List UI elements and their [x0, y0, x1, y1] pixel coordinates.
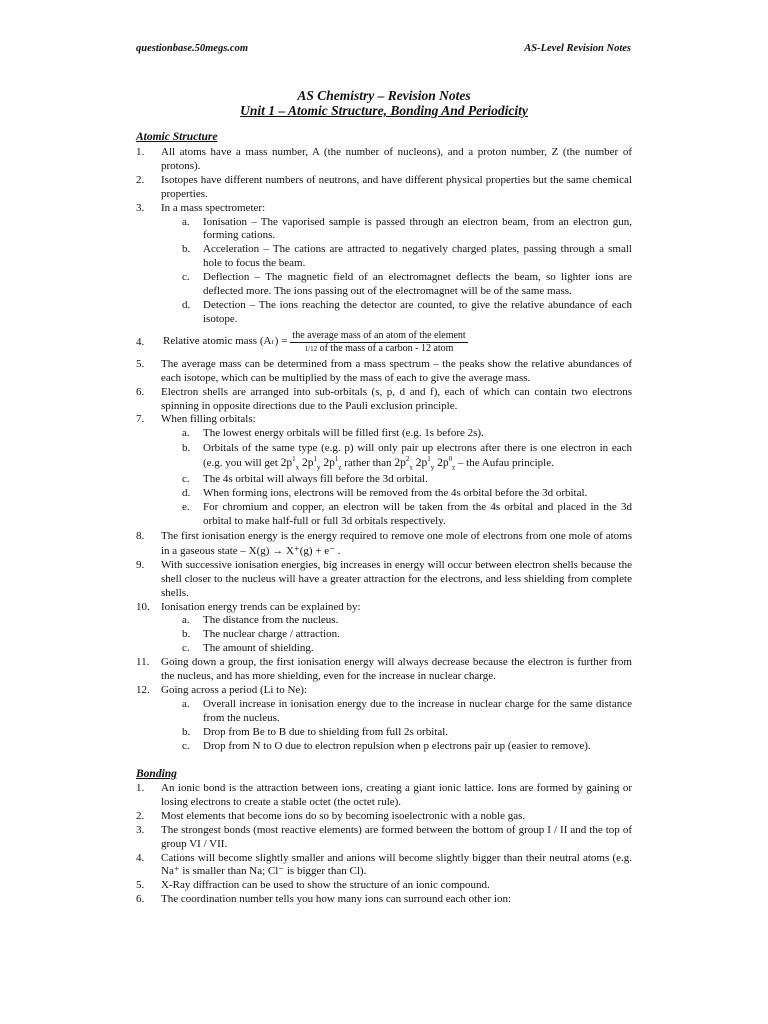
list-item: 5. The average mass can be determined from a mass spectrum – the peaks show the relative abundances of each isotope, which can be multiplied by the mass of each to give the average mass. — [136, 357, 632, 384]
sub-item: c. Drop from N to O due to electron repulsion when p electrons pair up (easier to remove). — [182, 739, 591, 752]
header-site: questionbase.50megs.com — [136, 43, 248, 54]
list-item: 2. Most elements that become ions do so by becoming isoelectronic with a noble gas. — [136, 809, 526, 822]
bonding-list — [136, 782, 632, 907]
header-subject: AS-Level Revision Notes — [524, 43, 631, 54]
list-item: 2. Isotopes have different numbers of neutrons, and have different physical properties but the same chemical properties. — [136, 173, 632, 200]
list-item: 11. Going down a group, the first ionisation energy will always decrease because the electron is further from the nucleus, and has more shielding, even for the increase in nuclear charge. — [136, 656, 632, 683]
list-item: 9. With successive ionisation energies, big increases in energy will occur between electron shells because the shell closer to the nucleus will have a greater attraction for the electrons, and less shielding from complete shells. — [136, 558, 632, 599]
title-line-2: Unit 1 – Atomic Structure, Bonding And Periodicity — [240, 103, 528, 118]
document-title — [136, 88, 632, 118]
section-heading-atomic-structure: Atomic Structure — [136, 131, 218, 143]
sub-item: a. The lowest energy orbitals will be filled first (e.g. 1s before 2s). — [182, 427, 484, 440]
list-item: 12. Going across a period (Li to Ne): — [136, 684, 308, 696]
section-heading-bonding: Bonding — [136, 768, 177, 780]
list-item: 4. Cations will become slightly smaller and anions will become slightly bigger than their neutral atoms (e.g. Na⁺ is smaller than Na; Cl⁻ is bigger than Cl). — [136, 851, 632, 878]
sub-item: a. Overall increase in ionisation energy due to the increase in nuclear charge for the same distance from the nucleus. — [182, 697, 632, 724]
sub-item: c. The 4s orbital will always fill before the 3d orbital. — [182, 473, 428, 486]
sub-item: c. Deflection – The magnetic field of an electromagnet deflects the beam, so lighter ions are deflected more. The ions passing out of the electromagnet will be of the same mass. — [182, 271, 632, 298]
list-item: 6. The coordination number tells you how many ions can surround each other ion: — [136, 893, 512, 906]
list-item: 5. X-Ray diffraction can be used to show the structure of an ionic compound. — [136, 879, 490, 892]
list-item: 8. The first ionisation energy is the energy required to remove one mole of electrons from one mole of atoms in a gaseous state – X(g) → X⁺(g) + e⁻ . — [136, 529, 632, 557]
sub-item: e. For chromium and copper, an electron will be taken from the 4s orbital and placed in the 3d orbital to make half-full or full 3d orbitals respectively. — [182, 501, 632, 527]
fraction-numerator: the average mass of an atom of the element — [292, 329, 466, 341]
sub-item: a. Ionisation – The vaporised sample is passed through an electron beam, from an electron gun, forming cations. — [182, 215, 632, 242]
list-item: 10. Ionisation energy trends can be explained by: — [136, 600, 361, 613]
list-item: 1. All atoms have a mass number, A (the number of nucleons), and a proton number, Z (the number of protons). — [136, 146, 632, 172]
sub-item: c. The amount of shielding. — [182, 642, 314, 655]
sub-item: b. Orbitals of the same type (e.g. p) will only pair up electrons after there is one electron in each (e.g. you will get $2p^1_x$ $2p^1_y$ $2p^1_z$ rather than $2p^2_x$ $2p^1_y$ $2p^0_z$ – the Aufau principle. — [182, 442, 632, 472]
list-item: 7. When filling orbitals: — [136, 413, 256, 426]
list-item: 6. Electron shells are arranged into sub-orbitals (s, p, d and f), each of which can contain two electrons spinning in opposite directions due to the Pauli exclusion principle. — [136, 385, 632, 412]
relative-atomic-mass-item: 4. Relative atomic mass (A r ) = $\frac{\text{the average mass of an atom of the element}}{\text{1/12 of the mass of a carbon - 12 atom}}$ — [136, 329, 466, 354]
ram-equation: Relative atomic mass (A r ) = $\frac{\text{the average mass of an atom of the element}}{\text{1/12 of the mass of a carbon - 12 atom}}$ — [163, 329, 466, 354]
sub-item: b. Drop from Be to B due to shielding from full 2s orbital. — [182, 725, 449, 738]
sub-item: d. When forming ions, electrons will be removed from the 4s orbital before the 3d orbital. — [182, 487, 588, 500]
list-item: 3. The strongest bonds (most reactive elements) are formed between the bottom of group I / II and the top of group VI / VII. — [136, 823, 632, 850]
ionisation-equation: X(g) → X⁺(g) + e⁻ . — [248, 544, 341, 557]
sub-item: b. The nuclear charge / attraction. — [182, 628, 340, 641]
sub-item: b. Acceleration – The cations are attracted to negatively charged plates, passing through a small hole to focus the beam. — [182, 243, 632, 270]
list-item: 1. An ionic bond is the attraction between ions, creating a giant ionic lattice. Ions are formed by gaining or losing electrons to create a stable octet (the octet rule). — [136, 782, 632, 808]
sub-item: d. Detection – The ions reaching the detector are counted, to give the relative abundance of each isotope. — [182, 298, 632, 325]
ram-fraction — [290, 330, 467, 355]
title-line-1: AS Chemistry – Revision Notes — [297, 88, 471, 103]
orbital-notation-1: $2p^1_x$ $2p^1_y$ $2p^1_z$ — [280, 455, 342, 472]
sub-item: a. The distance from the nucleus. — [182, 614, 339, 627]
fraction-denominator: 1/12 of the mass of a carbon - 12 atom — [304, 342, 454, 354]
orbital-notation-2: $2p^2_x$ $2p^1_y$ $2p^0_z$ — [394, 455, 456, 472]
list-item: 3. In a mass spectrometer: — [136, 201, 266, 214]
atomic-structure-list — [136, 146, 632, 754]
